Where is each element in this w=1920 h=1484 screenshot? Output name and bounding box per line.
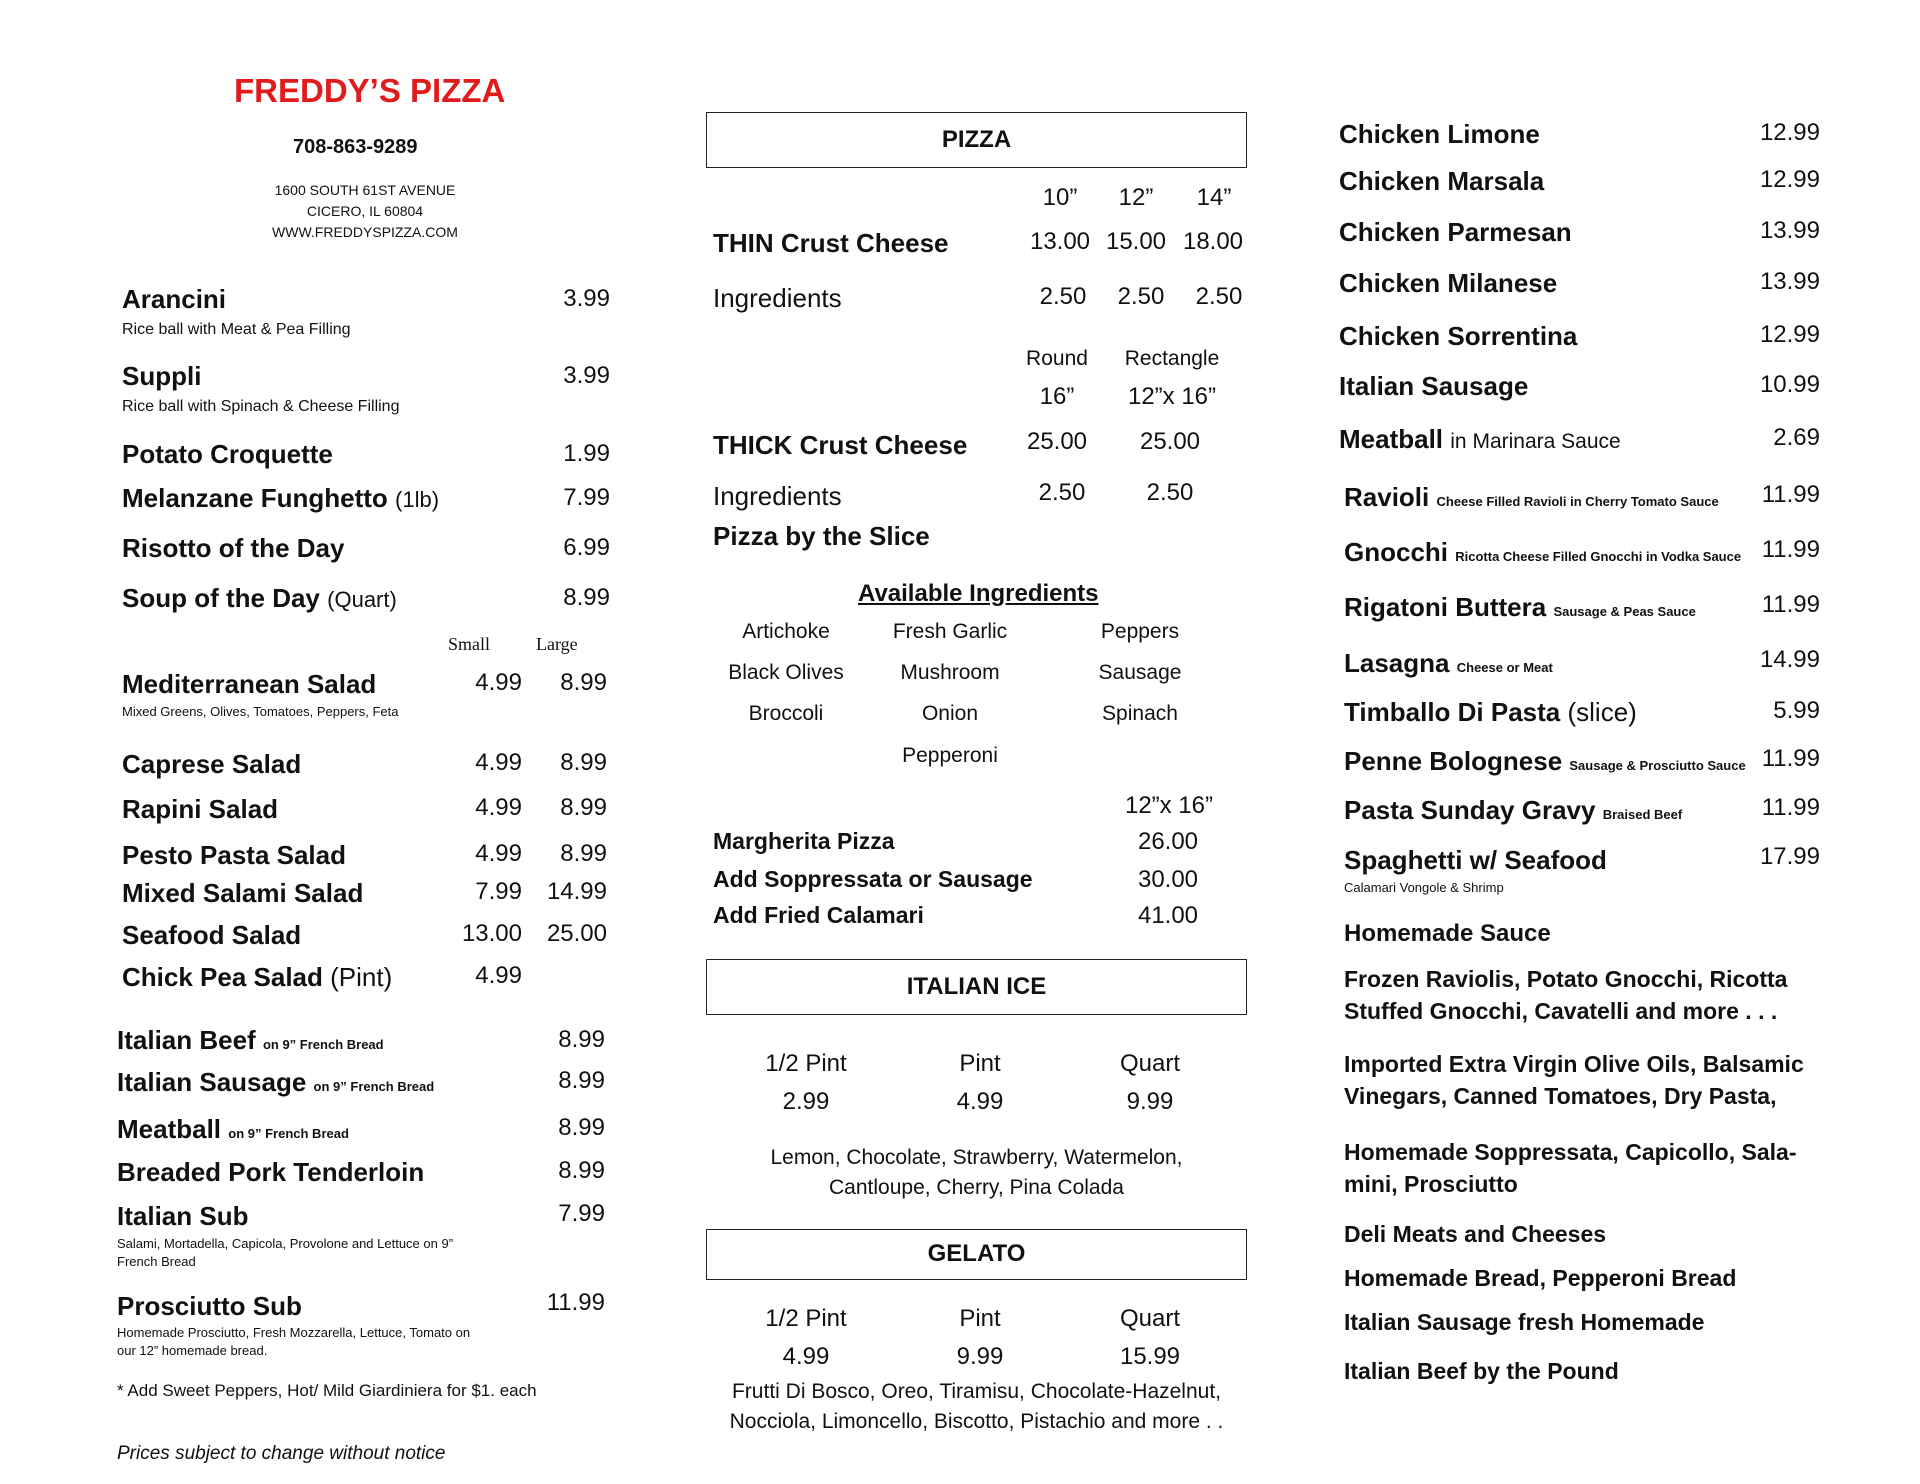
thin-crust-label: THIN Crust Cheese <box>713 228 949 258</box>
menu-item-price: 3.99 <box>563 285 610 312</box>
menu-item-row <box>1344 592 1696 623</box>
gelato-size: 1/2 Pint <box>765 1305 847 1332</box>
menu-item-row <box>117 1114 349 1145</box>
menu-item-name: Suppli <box>122 361 202 391</box>
menu-item-row <box>1344 795 1682 826</box>
menu-item-price: 13.99 <box>1759 268 1820 295</box>
thick-price: 25.00 <box>1026 428 1088 455</box>
small-price: 4.99 <box>475 749 522 776</box>
ingredient-price: 2.50 <box>1039 283 1087 310</box>
menu-item-desc: Calamari Vongole & Shrimp <box>1344 880 1504 895</box>
specialty-size-label: 12”x 16” <box>1124 792 1214 819</box>
menu-item-price: 8.99 <box>558 1026 605 1053</box>
thick-price: 25.00 <box>1139 428 1201 455</box>
menu-item-name: Italian Sausage <box>1339 371 1529 401</box>
menu-item-name: Chicken Limone <box>1339 119 1540 149</box>
menu-item-price: 8.99 <box>558 1114 605 1141</box>
menu-item-note: Cheese or Meat <box>1456 660 1553 675</box>
homemade-sauce: Homemade Sauce <box>1344 920 1551 947</box>
menu-item-price: 11.99 <box>546 1289 605 1316</box>
small-price: 7.99 <box>475 878 522 905</box>
gelato-flavors-line-1: Frutti Di Bosco, Oreo, Tiramisu, Chocolate-Hazelnut, <box>731 1380 1221 1403</box>
specialty-name: Margherita Pizza <box>713 828 895 854</box>
menu-item-price: 14.99 <box>1759 646 1820 673</box>
ice-flavors-line-1: Lemon, Chocolate, Strawberry, Watermelon, <box>770 1146 1183 1169</box>
slice-label: Pizza by the Slice <box>713 521 930 551</box>
menu-item-row <box>122 583 397 614</box>
ingredient-price: 2.50 <box>1195 283 1243 310</box>
menu-item-note: Ricotta Cheese Filled Gnocchi in Vodka Sauce <box>1455 549 1742 564</box>
menu-item-name: Prosciutto Sub <box>117 1291 302 1321</box>
menu-item-name: Meatball <box>1339 424 1444 454</box>
menu-item-name: Chicken Sorrentina <box>1339 321 1578 351</box>
menu-item-desc: Mixed Greens, Olives, Tomatoes, Peppers, Feta <box>122 704 399 719</box>
menu-item-price: 12.99 <box>1759 321 1820 348</box>
menu-item-price: 11.99 <box>1761 794 1820 821</box>
ingredient-price: 2.50 <box>1038 479 1086 506</box>
ice-price: 9.99 <box>1126 1088 1174 1115</box>
homemade-bread: Homemade Bread, Pepperoni Bread <box>1344 1265 1737 1291</box>
website-link[interactable]: WWW.FREDDYSPIZZA.COM <box>272 224 458 240</box>
ingredient: Onion <box>921 702 979 725</box>
menu-item-note: in Marinara Sauce <box>1450 430 1621 453</box>
large-price: 8.99 <box>560 794 607 821</box>
disclaimer: Prices subject to change without notice <box>117 1443 446 1464</box>
menu-item-name: Melanzane Funghetto <box>122 483 388 513</box>
thin-price: 18.00 <box>1182 228 1244 255</box>
address-line-2: CICERO, IL 60804 <box>306 203 424 219</box>
menu-item-note: (1lb) <box>395 487 440 512</box>
homemade-line-2: mini, Prosciutto <box>1344 1171 1518 1197</box>
menu-item-price: 11.99 <box>1761 481 1820 508</box>
menu-item-name: Chicken Parmesan <box>1339 217 1572 247</box>
menu-item-name: Mixed Salami Salad <box>122 878 364 908</box>
menu-item-row <box>1344 697 1637 728</box>
imported-line-1: Imported Extra Virgin Olive Oils, Balsamic <box>1344 1051 1804 1077</box>
gelato-price: 4.99 <box>782 1343 830 1370</box>
available-ingredients-heading: Available Ingredients <box>858 580 1099 607</box>
menu-item-name: Mediterranean Salad <box>122 669 377 699</box>
ingredient: Fresh Garlic <box>892 620 1008 643</box>
italian-sausage-fresh: Italian Sausage fresh Homemade <box>1344 1309 1705 1335</box>
small-price: 4.99 <box>475 840 522 867</box>
menu-item-note: (Pint) <box>330 962 393 992</box>
large-column-header: Large <box>536 634 578 654</box>
menu-item-row <box>117 1067 434 1098</box>
gelato-price: 9.99 <box>956 1343 1004 1370</box>
menu-item-price: 5.99 <box>1773 697 1820 724</box>
ice-price: 2.99 <box>782 1088 830 1115</box>
imported-line-2: Vinegars, Canned Tomatoes, Dry Pasta, <box>1344 1083 1777 1109</box>
menu-item-name: Spaghetti w/ Seafood <box>1344 845 1607 875</box>
menu-item-name: Timballo Di Pasta <box>1344 697 1561 727</box>
menu-item-price: 7.99 <box>558 1200 605 1227</box>
thick-size-label: 16” <box>1039 383 1075 410</box>
menu-item-name: Chicken Milanese <box>1339 268 1558 298</box>
menu-item-row <box>1344 746 1746 777</box>
menu-item-price: 11.99 <box>1761 745 1820 772</box>
size-label: 12” <box>1118 184 1154 211</box>
menu-item-name: Penne Bolognese <box>1344 746 1563 776</box>
thick-crust-label: THICK Crust Cheese <box>713 430 968 460</box>
ice-size: 1/2 Pint <box>765 1050 847 1077</box>
thin-price: 15.00 <box>1105 228 1167 255</box>
ingredients-label: Ingredients <box>713 481 842 511</box>
menu-item-name: Lasagna <box>1344 648 1450 678</box>
menu-item-name: Rapini Salad <box>122 794 279 824</box>
footnote: * Add Sweet Peppers, Hot/ Mild Giardiniera for $1. each <box>117 1381 537 1400</box>
specialty-price: 30.00 <box>1137 866 1199 893</box>
ingredient: Artichoke <box>742 620 830 643</box>
size-label: 14” <box>1196 184 1232 211</box>
ingredient-price: 2.50 <box>1117 283 1165 310</box>
menu-item-note: Sausage & Prosciutto Sauce <box>1569 758 1746 773</box>
menu-item-price: 11.99 <box>1761 591 1820 618</box>
menu-item-desc-2: our 12” homemade bread. <box>117 1343 268 1358</box>
menu-item-row <box>122 483 439 514</box>
menu-item-price: 17.99 <box>1759 843 1820 870</box>
menu-item-name: Pasta Sunday Gravy <box>1344 795 1596 825</box>
menu-item-note: (Quart) <box>327 587 397 612</box>
menu-item-name: Italian Sausage <box>117 1067 307 1097</box>
large-price: 14.99 <box>546 878 607 905</box>
menu-item-price: 8.99 <box>558 1067 605 1094</box>
small-price: 4.99 <box>475 962 522 989</box>
menu-item-name: Pesto Pasta Salad <box>122 840 346 870</box>
ingredient: Sausage <box>1098 661 1182 684</box>
italian-beef-pound: Italian Beef by the Pound <box>1344 1358 1619 1384</box>
menu-item-name: Seafood Salad <box>122 920 302 950</box>
menu-item-price: 7.99 <box>563 484 610 511</box>
menu-item-name: Risotto of the Day <box>122 533 345 563</box>
specialty-price: 41.00 <box>1137 902 1199 929</box>
menu-item-name: Chick Pea Salad <box>122 962 323 992</box>
specialty-name: Add Fried Calamari <box>713 902 924 928</box>
gelato-heading-box: GELATO <box>706 1229 1247 1280</box>
small-price: 13.00 <box>461 920 522 947</box>
large-price: 8.99 <box>560 669 607 696</box>
large-price: 8.99 <box>560 840 607 867</box>
gelato-size: Pint <box>959 1305 1001 1332</box>
deli-meats: Deli Meats and Cheeses <box>1344 1221 1607 1247</box>
menu-item-note: on 9” French Bread <box>262 1037 384 1052</box>
small-price: 4.99 <box>475 794 522 821</box>
menu-item-price: 1.99 <box>563 440 610 467</box>
ingredient-price: 2.50 <box>1146 479 1194 506</box>
specialty-name: Add Soppressata or Sausage <box>713 866 1033 892</box>
thick-size-label: 12”x 16” <box>1127 383 1217 410</box>
menu-item-name: Potato Croquette <box>122 439 333 469</box>
specialty-price: 26.00 <box>1137 828 1199 855</box>
menu-item-name: Italian Beef <box>117 1025 256 1055</box>
gelato-price: 15.99 <box>1119 1343 1181 1370</box>
ice-flavors-line-2: Cantloupe, Cherry, Pina Colada <box>829 1176 1124 1199</box>
ingredients-label: Ingredients <box>713 283 842 313</box>
size-label: 10” <box>1042 184 1078 211</box>
menu-item-desc-2: French Bread <box>117 1254 196 1269</box>
thin-price: 13.00 <box>1029 228 1091 255</box>
menu-item-price: 11.99 <box>1761 536 1820 563</box>
menu-item-row <box>1339 424 1621 455</box>
small-column-header: Small <box>448 634 491 654</box>
menu-item-price: 12.99 <box>1759 166 1820 193</box>
menu-item-row <box>117 1025 384 1056</box>
address-line-1: 1600 SOUTH 61ST AVENUE <box>274 182 456 198</box>
menu-item-note: on 9” French Bread <box>313 1079 435 1094</box>
shape-label: Rectangle <box>1124 347 1220 370</box>
menu-item-desc-1: Salami, Mortadella, Capicola, Provolone and Lettuce on 9” <box>117 1236 454 1251</box>
menu-item-price: 10.99 <box>1759 371 1820 398</box>
frozen-line-1: Frozen Raviolis, Potato Gnocchi, Ricotta <box>1344 966 1788 992</box>
menu-item-desc: Rice ball with Spinach & Cheese Filling <box>122 398 400 415</box>
menu-item-row <box>1344 482 1719 513</box>
ice-size: Quart <box>1119 1050 1181 1077</box>
ingredient: Broccoli <box>748 702 824 725</box>
large-price: 25.00 <box>546 920 607 947</box>
menu-item-note: Cheese Filled Ravioli in Cherry Tomato Sauce <box>1436 494 1719 509</box>
menu-item-price: 8.99 <box>563 584 610 611</box>
menu-item-price: 12.99 <box>1759 119 1820 146</box>
pizza-heading-box: PIZZA <box>706 112 1247 168</box>
menu-item-price: 3.99 <box>563 362 610 389</box>
large-price: 8.99 <box>560 749 607 776</box>
address-block <box>200 180 530 243</box>
menu-item-name: Chicken Marsala <box>1339 166 1545 196</box>
ice-size: Pint <box>959 1050 1001 1077</box>
menu-item-row <box>1344 537 1741 568</box>
menu-item-desc: Rice ball with Meat & Pea Filling <box>122 321 351 338</box>
restaurant-title: FREDDY’S PIZZA <box>234 72 506 109</box>
menu-item-row <box>1344 648 1553 679</box>
menu-item-row <box>122 962 392 993</box>
menu-item-price: 8.99 <box>558 1157 605 1184</box>
ingredient: Mushroom <box>900 661 1000 684</box>
gelato-flavors-line-2: Nocciola, Limoncello, Biscotto, Pistachio and more . . <box>729 1410 1224 1433</box>
shape-label: Round <box>1026 347 1088 370</box>
menu-item-name: Ravioli <box>1344 482 1430 512</box>
ingredient: Black Olives <box>728 661 844 684</box>
menu-item-note: on 9” French Bread <box>228 1126 349 1141</box>
ingredient: Pepperoni <box>902 744 998 767</box>
gelato-size: Quart <box>1119 1305 1181 1332</box>
menu-item-note: Braised Beef <box>1602 807 1683 822</box>
menu-item-name: Meatball <box>117 1114 222 1144</box>
menu-item-desc-1: Homemade Prosciutto, Fresh Mozzarella, Lettuce, Tomato on <box>117 1325 471 1340</box>
menu-item-name: Soup of the Day <box>122 583 320 613</box>
menu-item-name: Caprese Salad <box>122 749 302 779</box>
frozen-line-2: Stuffed Gnocchi, Cavatelli and more . . . <box>1344 998 1778 1024</box>
menu-item-name: Italian Sub <box>117 1201 249 1231</box>
menu-item-name: Rigatoni Buttera <box>1344 592 1547 622</box>
menu-item-note: (slice) <box>1567 697 1637 727</box>
menu-item-price: 6.99 <box>563 534 610 561</box>
ingredient: Spinach <box>1102 702 1178 725</box>
menu-item-name: Breaded Pork Tenderloin <box>117 1157 425 1187</box>
small-price: 4.99 <box>475 669 522 696</box>
menu-item-name: Arancini <box>122 284 227 314</box>
homemade-line-1: Homemade Soppressata, Capicollo, Sala- <box>1344 1139 1797 1165</box>
italian-ice-heading-box: ITALIAN ICE <box>706 959 1247 1015</box>
phone-number[interactable]: 708-863-9289 <box>293 136 418 158</box>
ingredient: Peppers <box>1100 620 1180 643</box>
menu-item-price: 2.69 <box>1773 424 1820 451</box>
menu-item-name: Gnocchi <box>1344 537 1449 567</box>
menu-item-price: 13.99 <box>1759 217 1820 244</box>
menu-item-note: Sausage & Peas Sauce <box>1553 604 1696 619</box>
ice-price: 4.99 <box>956 1088 1004 1115</box>
